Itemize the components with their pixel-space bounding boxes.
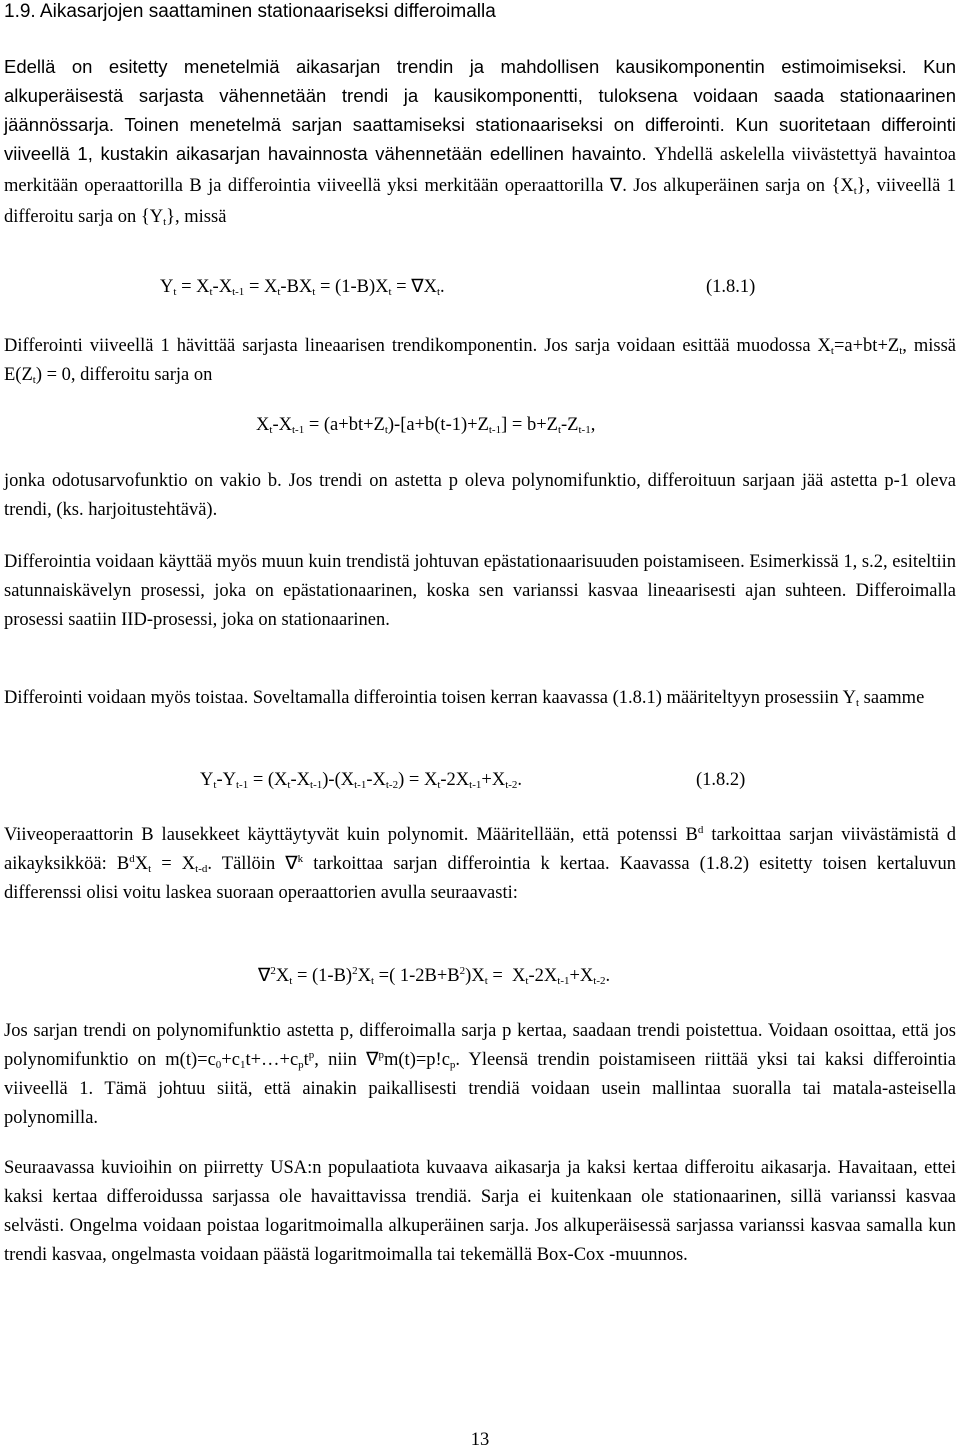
paragraph-repeat-differencing: Differointi voidaan myös toistaa. Soveltamalla differointia toisen kerran kaavassa (1.8.1) määriteltyyn prosessiin $Y_t$ saamme xyxy=(4,688,925,709)
section-heading: 1.9. Aikasarjojen saattaminen stationaariseksi differoimalla xyxy=(4,1,496,22)
paragraph-intro-sans: Edellä on esitetty menetelmiä aikasarjan trendin ja mahdollisen kausikomponentin estimoimiseksi. Kun alkuperäisestä sarjasta vähennetään trendi ja kausikomponentti, tuloksena voidaan saada stationaarinen jäännössarja. Toinen menetelmä sarjan saattamiseksi stationaariseksi on differointi. Kun suoritetaan differointi viiveellä 1, kustakin aikasarjan havainnosta vähennetään edellinen havainto. xyxy=(4,56,956,164)
equation-1-8-2-label: (1.8.2) xyxy=(696,770,746,790)
paragraph-backshift-operator: Viiveoperaattorin B lausekkeet käyttäytyvät kuin polynomit. Määritellään, että potenssi $B^d$ tarkoittaa sarjan viivästämistä d aikayksikköä: $B^dX_t = X_{t-d}$. Tällöin ∇$^k$ tarkoittaa sarjan differointia k kertaa. Kaavassa (1.8.2) esitetty toisen kertaluvun differenssi olisi voitu laskea suoraan operaattorien avulla seuraavasti: xyxy=(4,824,957,903)
paragraph-intro-serif: Yhdellä askelella viivästettyä havaintoa merkitään operaattorilla B ja differointia viiveellä yksi merkitään operaattorilla ∇. Jos alkuperäinen sarja on $\{X_t\}$, viiveellä 1 differoitu sarja on $\{Y_t\}$, missä xyxy=(4,145,956,228)
equation-1-8-1-label: (1.8.1) xyxy=(706,277,756,297)
equation-1-8-2: $Y_t-Y_{t-1} = (X_t-X_{t-1})-(X_{t-1}-X_{t-2}) = X_t-2X_{t-1}+X_{t-2}$. xyxy=(200,770,523,791)
paragraph-usa-population: Seuraavassa kuvioihin on piirretty USA:n populaatiota kuvaava aikasarja ja kaksi kertaa differoitu aikasarja. Havaitaan, ettei kaksi kertaa differoidussa sarjassa ole havaittavissa trendiä. Sarja ei kuitenkaan ole stationaarinen, sillä varianssi kasvaa selvästi. Ongelma voidaan poistaa logaritmoimalla alkuperäinen sarja. Jos alkuperäisessä sarjassa varianssi kasvaa samalla kun trendi kasvaa, ongelmasta voidaan päästä logaritmoimalla tai tekemällä Box-Cox -muunnos. xyxy=(4,1158,956,1265)
equation-1-8-1: $Y_t = X_t-X_{t-1} = X_t-BX_t = (1-B)X_t = \nabla X_t$. xyxy=(160,277,445,298)
equation-difference: $X_t-X_{t-1} = (a+bt+Z_t)-[a+b(t-1)+Z_{t-1}] = b+Z_t-Z_{t-1}$, xyxy=(256,415,596,436)
paragraph-polynomial-removal: Jos sarjan trendi on polynomifunktio astetta p, differoimalla sarja p kertaa, saadaan trendi poistettua. Voidaan osoittaa, että jos polynomifunktio on $m(t)=c_0+c_1t+\dots+c_pt^p$, niin $\nabla^pm(t)=p!c_p$. Yleensä trendin poistamiseen riittää yksi tai kaksi differointia viiveellä 1. Tämä johtuu siitä, että ainakin paikallisesti trendiä voidaan usein mallintaa suoralla tai matala-asteisella polynomilla. xyxy=(4,1021,957,1128)
paragraph-polynomial-trend: jonka odotusarvofunktio on vakio b. Jos trendi on astetta p oleva polynomifunktio, differoituun sarjaan jää astetta p-1 oleva trendi, (ks. harjoitustehtävä). xyxy=(4,471,956,520)
page-number: 13 xyxy=(470,1430,490,1450)
paragraph-linear-trend: Differointi viiveellä 1 hävittää sarjasta lineaarisen trendikomponentin. Jos sarja voidaan esittää muodossa $X_t=a+bt+Z_t$, missä $E(Z_t) = 0$, differoitu sarja on xyxy=(4,336,957,386)
paragraph-random-walk: Differointia voidaan käyttää myös muun kuin trendistä johtuvan epästationaarisuuden poistamiseen. Esimerkissä 1, s.2, esiteltiin satunnaiskävelyn prosessi, joka on epästationaarinen, koska sen varianssi kasvaa lineaarisesti ajan suhteen. Differoimalla prosessi saatiin IID-prosessi, joka on stationaarinen. xyxy=(4,552,956,630)
equation-second-difference: $\nabla^2X_t = (1-B)^2X_t$ =( $1-2B+B^2)X_t = X_t-2X_{t-1}+X_{t-2}$. xyxy=(258,965,611,987)
paragraph-intro xyxy=(4,52,956,232)
